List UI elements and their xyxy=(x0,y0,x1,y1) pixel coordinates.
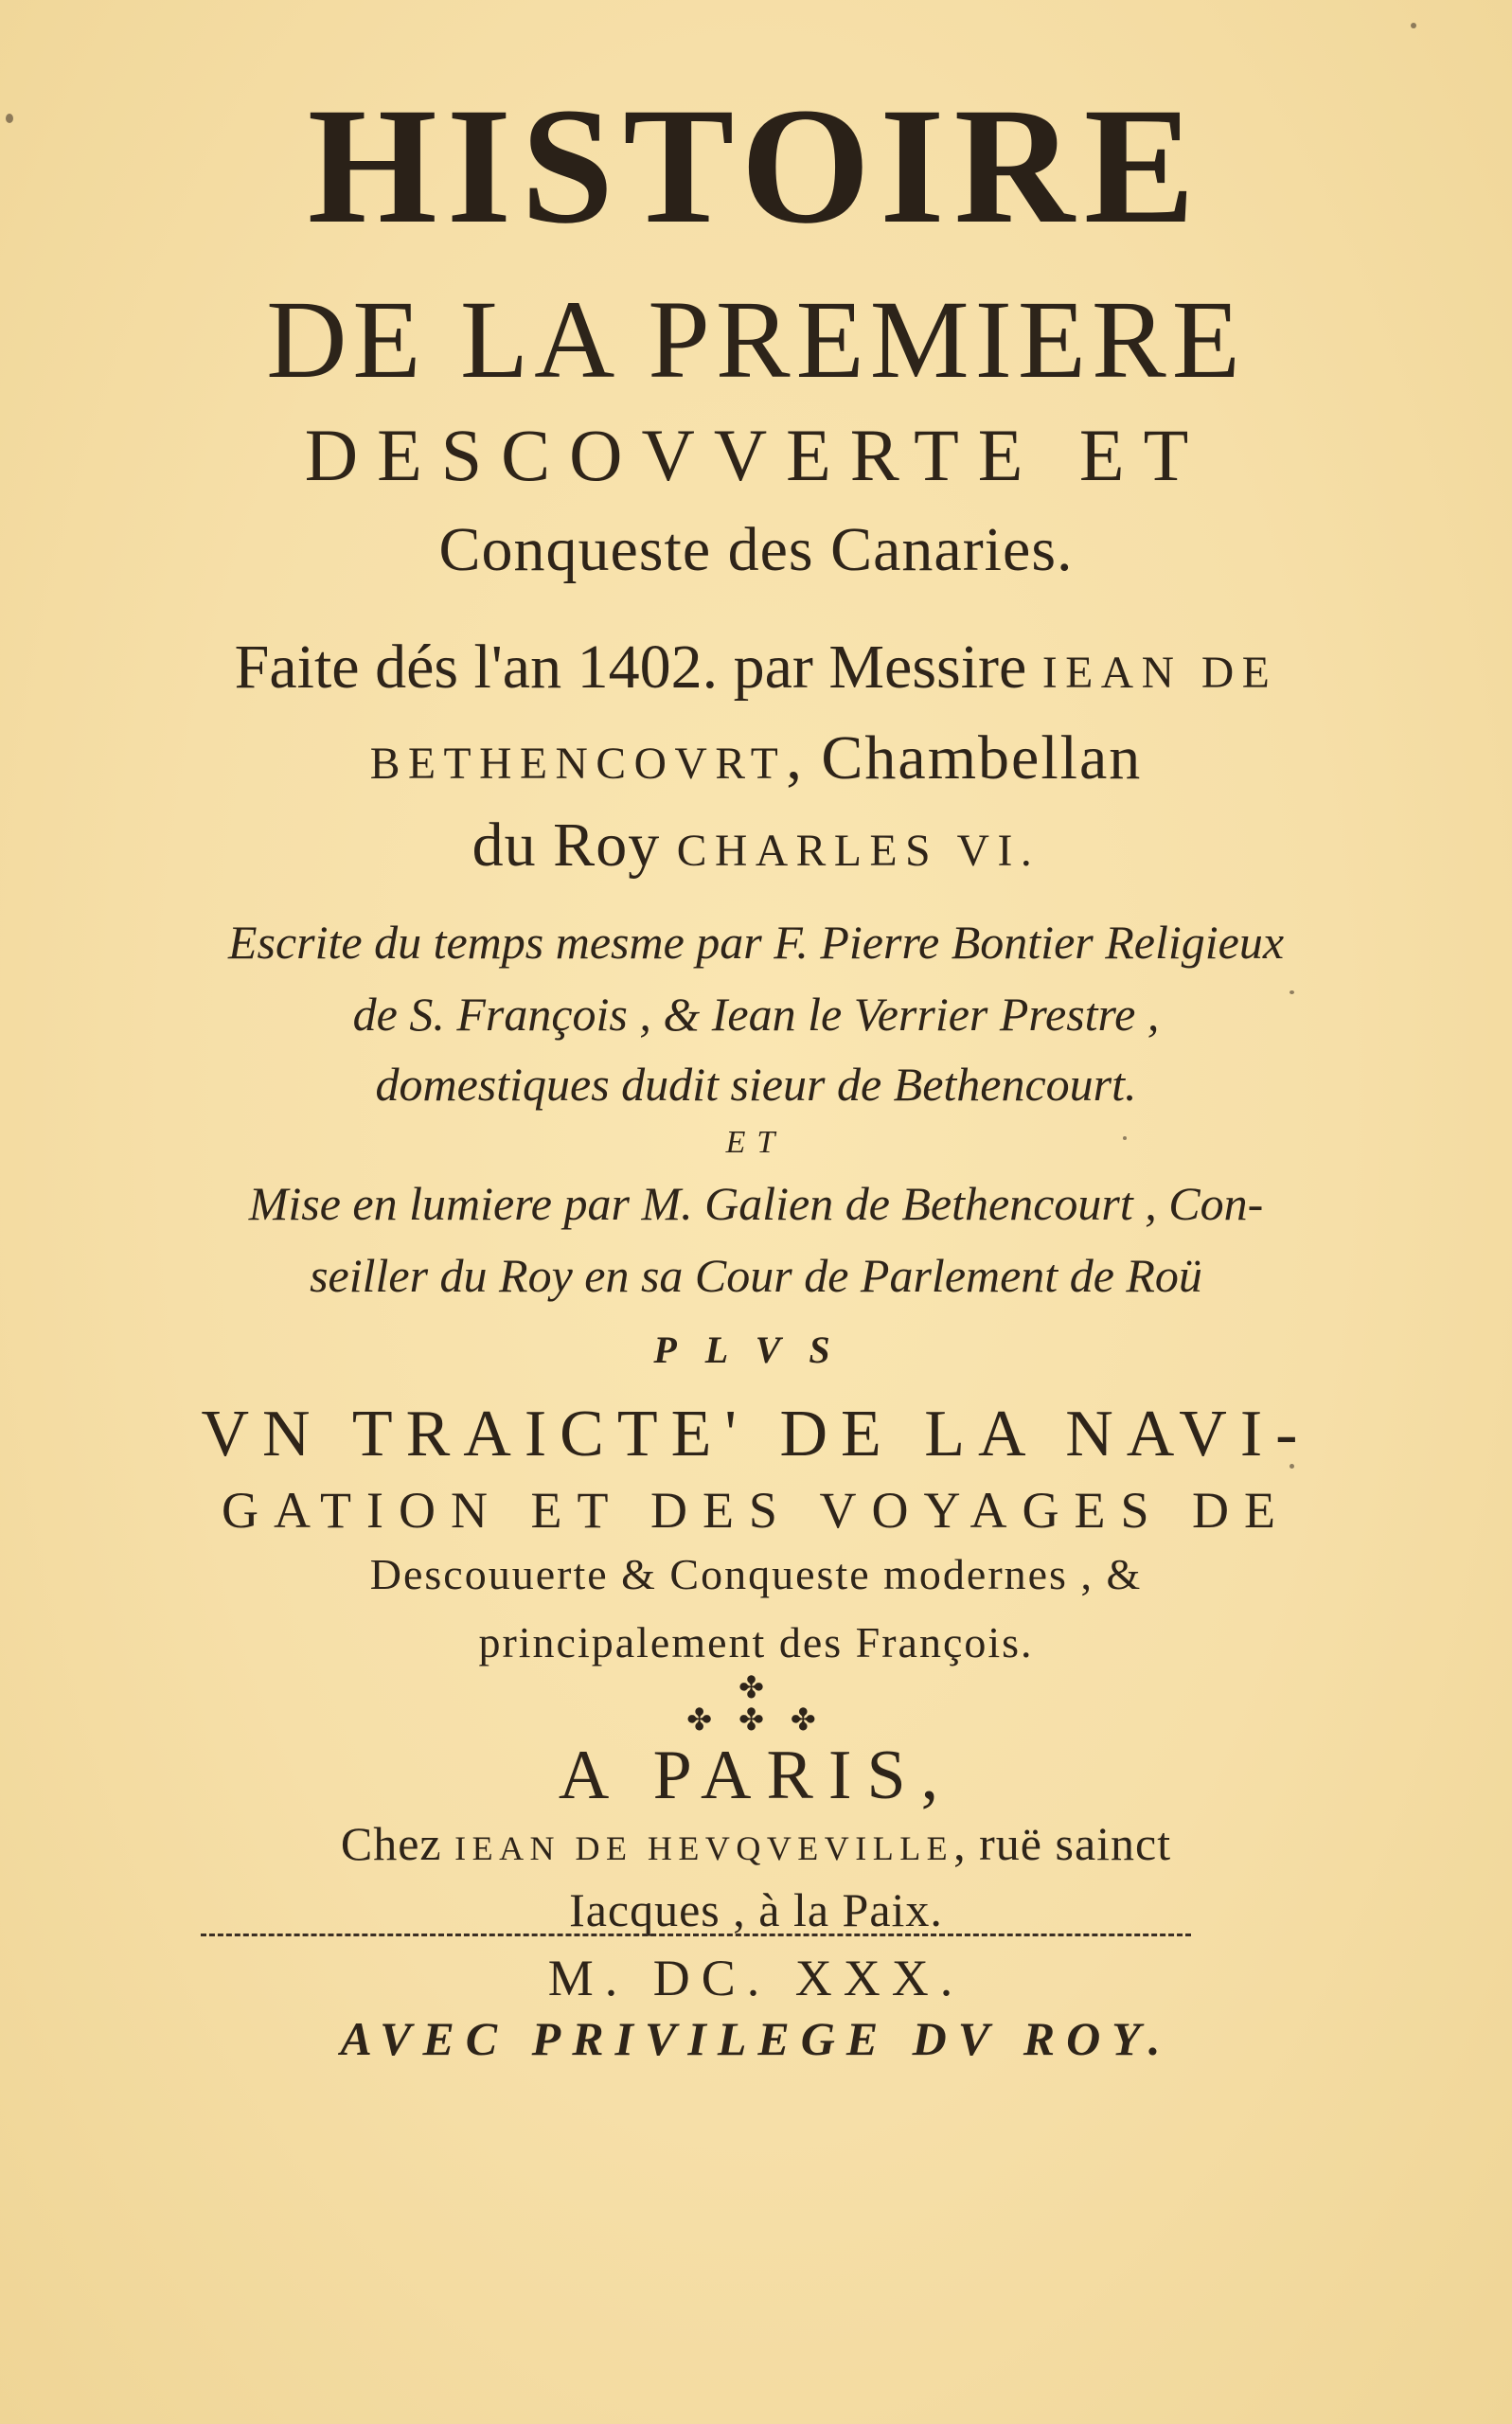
subtitle-line-3: Conqueste des Canaries. xyxy=(438,515,1074,584)
traite-line-2: GATION ET DES VOYAGES DE xyxy=(221,1482,1290,1539)
author-line-2-text: , Chambellan xyxy=(786,723,1143,793)
paper-speck xyxy=(1411,23,1416,28)
printer-ornament xyxy=(0,1672,1512,1736)
imprint-city: A PARIS, xyxy=(558,1737,954,1814)
et-conjunction: ET xyxy=(725,1125,787,1160)
royal-privilege: AVEC PRIVILEGE DV ROY. xyxy=(340,2012,1172,2065)
traite-line-4: principalement des François. xyxy=(478,1618,1034,1666)
traite-line-1: VN TRAICTE' DE LA NAVI- xyxy=(201,1398,1311,1470)
imprint-address: Iacques , à la Paix. xyxy=(569,1883,943,1936)
written-by-line-3: domestiques dudit sieur de Bethencourt. xyxy=(375,1058,1137,1111)
written-by-line-2: de S. François , & Iean le Verrier Prestre , xyxy=(352,988,1160,1041)
written-by-line-1: Escrite du temps mesme par F. Pierre Bontier Religieux xyxy=(227,916,1285,969)
imprint-publisher-name: IEAN DE HEVQVEVILLE xyxy=(454,1829,954,1867)
author-line-2 xyxy=(0,723,1512,793)
author-line-2-caps: BETHENCOVRT xyxy=(369,740,787,789)
subtitle-line-1: DE LA PREMIERE xyxy=(266,277,1246,401)
ornament-bottom-icon: ✤ ✤ ✤ xyxy=(686,1702,826,1737)
published-by-line-2: seiller du Roy en sa Cour de Parlement de Roü xyxy=(310,1249,1202,1302)
published-by-line-1: Mise en lumiere par M. Galien de Bethencourt , Con- xyxy=(248,1177,1264,1230)
plus-heading: PLVS xyxy=(653,1328,859,1371)
traite-line-3: Descouuerte & Conqueste modernes , & xyxy=(369,1550,1143,1598)
imprint-publisher-suffix: , ruë sainct xyxy=(953,1817,1172,1870)
imprint-publisher xyxy=(0,1817,1512,1870)
subtitle-line-2: DESCOVVERTE ET xyxy=(304,414,1208,496)
ornament-top-icon: ✤ xyxy=(738,1670,774,1704)
author-line-1-text: Faite dés l'an 1402. par Messire xyxy=(234,633,1027,702)
author-line-3-text: du Roy xyxy=(471,811,661,880)
author-line-3-caps: CHARLES VI. xyxy=(676,827,1041,876)
imprint-divider xyxy=(201,1934,1191,1936)
author-line-3 xyxy=(0,811,1512,880)
author-line-1 xyxy=(0,633,1512,702)
author-line-1-caps: IEAN DE xyxy=(1041,649,1278,698)
imprint-publisher-prefix: Chez xyxy=(340,1817,442,1870)
imprint-year: M. DC. XXX. xyxy=(547,1950,965,2006)
main-title: HISTOIRE xyxy=(307,74,1205,258)
